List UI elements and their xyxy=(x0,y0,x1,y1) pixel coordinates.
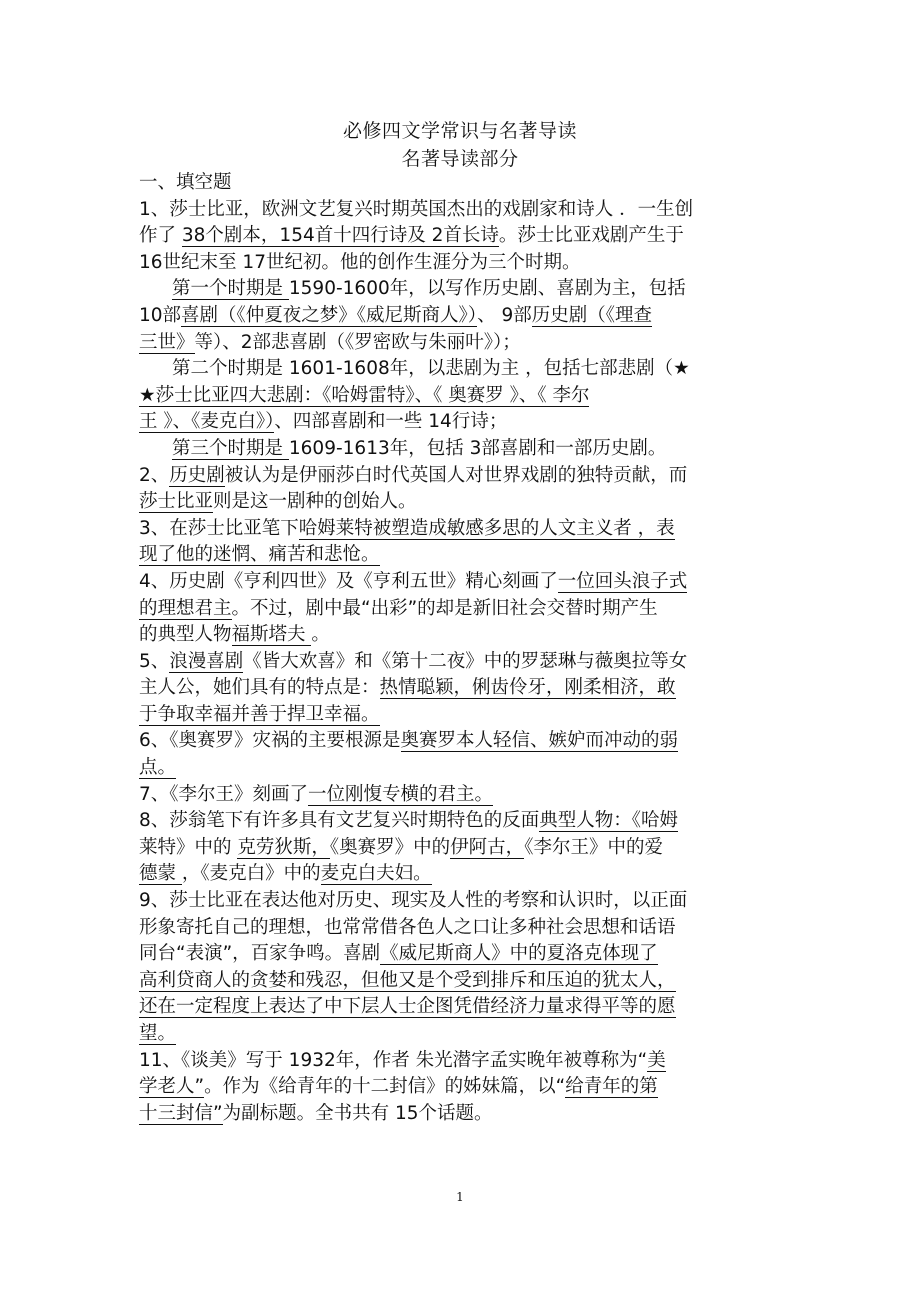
text-line xyxy=(139,728,779,755)
underlined-answer: 王 》、《麦克白》） xyxy=(139,411,275,433)
underlined-answer: 十三封信” xyxy=(139,1102,223,1124)
text-run: 被认为是伊丽莎白时代英国人对世界戏剧的独特贡献，而 xyxy=(224,464,688,486)
text-run: 则是这一剧种的创始人。 xyxy=(213,491,417,513)
text-run: 同台“表演”，百家争鸣。喜剧 xyxy=(139,943,381,965)
underlined-answer: 点。 xyxy=(139,757,177,779)
underlined-answer: 历史剧（《理查 xyxy=(531,304,652,326)
text-run: 等）、2部悲喜剧（《罗密欧与朱丽叶》）； xyxy=(194,331,521,353)
text-run: 《皆大欢喜》和《第十二夜》中的罗瑟琳与薇奥拉等女 xyxy=(243,650,688,672)
text-run: 11、《谈美》写于 1932年，作者 朱光潜字孟实晚年被尊称为“ xyxy=(139,1049,648,1071)
text-run: 第二个时期是 xyxy=(172,358,289,380)
text-line xyxy=(139,197,779,224)
underlined-answer: 德蒙 xyxy=(139,863,182,885)
text-run: 1、莎士比亚，欧洲文艺复兴时期英国杰出的戏剧家和诗人 ．一生创 xyxy=(139,198,694,220)
document-body xyxy=(139,170,779,1127)
underlined-answer: 38个剧本，154首十四行诗及 2首长诗 xyxy=(181,225,499,247)
text-run: 、 9部 xyxy=(477,304,532,326)
text-run: 主人公，她们具有的特点是： xyxy=(139,677,380,699)
text-line xyxy=(139,596,779,623)
underlined-answer: 一位刚愎专横的君主。 xyxy=(308,783,494,805)
underlined-answer: 一位回头浪子式 xyxy=(557,570,688,592)
text-run: 莱特》中的 xyxy=(139,836,238,858)
text-run: 2、 xyxy=(139,464,170,486)
text-run: 10部 xyxy=(139,304,182,326)
text-run: 1609-1613年，包括 3部喜剧和一部历史剧。 xyxy=(288,437,667,459)
text-line xyxy=(139,888,779,915)
text-run: 。莎士比亚戏剧产生于 xyxy=(498,225,684,247)
underlined-answer: 莎士比亚 xyxy=(139,491,214,513)
text-run: 。作为《给青年的十二封信》的姊妹篇，以“ xyxy=(204,1076,566,1098)
text-line xyxy=(139,649,779,676)
text-line xyxy=(139,1048,779,1075)
text-line xyxy=(139,861,779,888)
underlined-answer: 历史剧 xyxy=(169,464,225,486)
text-line xyxy=(139,622,779,649)
underlined-answer: 奥赛罗本人轻信、嫉妒而冲动的弱 xyxy=(400,730,679,752)
text-run: 为副标题。全书共有 15个话题。 xyxy=(222,1102,493,1124)
text-line xyxy=(139,516,779,543)
text-run: 6、《奥赛罗》灾祸的主要根源是 xyxy=(139,730,401,752)
underlined-answer: 第三个时期是 xyxy=(172,437,289,459)
text-run: 。不过，剧中最“出彩”的却是新旧社会交替时期产生 xyxy=(231,597,658,619)
underlined-answer: 的理想君主 xyxy=(139,597,232,619)
text-run: 、四部喜剧和一些 14行诗； xyxy=(274,411,508,433)
text-line xyxy=(139,675,779,702)
text-run: 16世纪末至 17世纪初。他的创作生涯分为三个时期。 xyxy=(139,251,581,273)
underlined-answer: 克劳狄斯， xyxy=(237,836,330,858)
underlined-answer: 喜剧（《仲夏夜之梦》《威尼斯商人》） xyxy=(181,304,478,326)
underlined-answer: 学老人” xyxy=(139,1076,205,1098)
text-line xyxy=(139,968,779,995)
text-line xyxy=(139,170,779,197)
text-line xyxy=(139,808,779,835)
text-run: ，以悲剧为主 ，包括七部悲剧（★ xyxy=(408,358,690,380)
text-run: 9、莎士比亚在表达他对历史、现实及人性的考察和认识时，以正面 xyxy=(139,890,688,912)
text-run: 作了 xyxy=(139,225,182,247)
underlined-answer: 美 xyxy=(647,1049,666,1071)
text-run: ，《麦克白》中的 xyxy=(181,863,321,885)
text-line xyxy=(139,702,779,729)
text-line xyxy=(139,276,779,303)
text-run: 4、历史剧《亨利四世》及《亨利五世》精心刻画了 xyxy=(139,570,558,592)
text-line xyxy=(139,569,779,596)
text-line xyxy=(139,356,779,383)
underlined-answer: 麦克白夫妇。 xyxy=(320,863,432,885)
text-line xyxy=(139,835,779,862)
underlined-answer: 望。 xyxy=(139,1023,177,1044)
text-line xyxy=(139,1074,779,1101)
text-line xyxy=(139,250,779,277)
text-line xyxy=(139,782,779,809)
underlined-answer: 给青年的第 xyxy=(565,1076,658,1098)
text-line xyxy=(139,463,779,490)
page-subtitle: 名著导读部分 xyxy=(401,148,519,170)
underlined-answer: 高利贷商人的贪婪和残忍，但他又是个受到排斥和压迫的犹太人， xyxy=(139,969,676,991)
text-line xyxy=(139,383,779,410)
text-line xyxy=(139,330,779,357)
text-line xyxy=(139,436,779,463)
text-run: 7、《李尔王》刻画了 xyxy=(139,783,309,805)
text-run: 8、莎翁笔下有许多具有文艺复兴时期特色的反面 xyxy=(139,810,540,832)
underlined-answer: ★莎士比亚四大悲剧：《哈姆雷特》、《 奥赛罗 》、《 李尔 xyxy=(139,384,590,406)
text-line xyxy=(139,941,779,968)
underlined-answer: 还在一定程度上表达了中下层人士企图凭借经济力量求得平等的愿 xyxy=(139,996,676,1018)
text-run: 一、填空题 xyxy=(139,172,232,193)
underlined-answer: 哈姆莱特被塑造成敏感多思的人文主义者 ，表 xyxy=(298,517,675,539)
text-line xyxy=(139,489,779,516)
text-line xyxy=(139,994,779,1021)
text-line xyxy=(139,755,779,782)
underlined-answer: 福斯塔夫 xyxy=(231,624,312,646)
text-line xyxy=(139,1021,779,1048)
text-line xyxy=(139,915,779,942)
text-line xyxy=(139,223,779,250)
underlined-answer: 伊阿古， xyxy=(450,836,525,858)
text-run: 《李尔王》中的爱 xyxy=(524,836,663,858)
page-number: 1 xyxy=(456,1190,464,1204)
text-line xyxy=(139,303,779,330)
text-line xyxy=(139,542,779,569)
text-line xyxy=(139,409,779,436)
underlined-answer: 《威尼斯商人》中的夏洛克体现了 xyxy=(380,943,658,965)
text-run: 5、 xyxy=(139,650,170,672)
underlined-answer: 热情聪颖，俐齿伶牙，刚柔相济，敢 xyxy=(379,677,676,699)
page-title: 必修四文学常识与名著导读 xyxy=(342,120,577,142)
underlined-answer: 三世》 xyxy=(139,331,195,353)
underlined-answer: 第一个时期是 xyxy=(172,278,289,300)
text-run: 。 xyxy=(311,624,330,646)
text-run: 形象寄托自己的理想，也常常借各色人之口让多种社会思想和话语 xyxy=(139,916,676,938)
underlined-answer: 于争取幸福并善于捍卫幸福。 xyxy=(139,703,380,725)
text-run: 3、在莎士比亚笔下 xyxy=(139,517,299,539)
text-run: 1590-1600年，以写作历史剧、喜剧为主，包括 xyxy=(288,278,686,300)
underlined-answer: 典型人物：《哈姆 xyxy=(539,810,679,832)
text-run: 《奥赛罗》中的 xyxy=(329,836,451,858)
text-run: 1601-1608年 xyxy=(288,358,409,380)
underlined-answer: 现了他的迷惘、痛苦和悲怆。 xyxy=(139,544,380,566)
text-line xyxy=(139,1101,779,1128)
text-run: 的典型人物 xyxy=(139,624,232,646)
underlined-answer: 浪漫喜剧 xyxy=(169,650,244,672)
